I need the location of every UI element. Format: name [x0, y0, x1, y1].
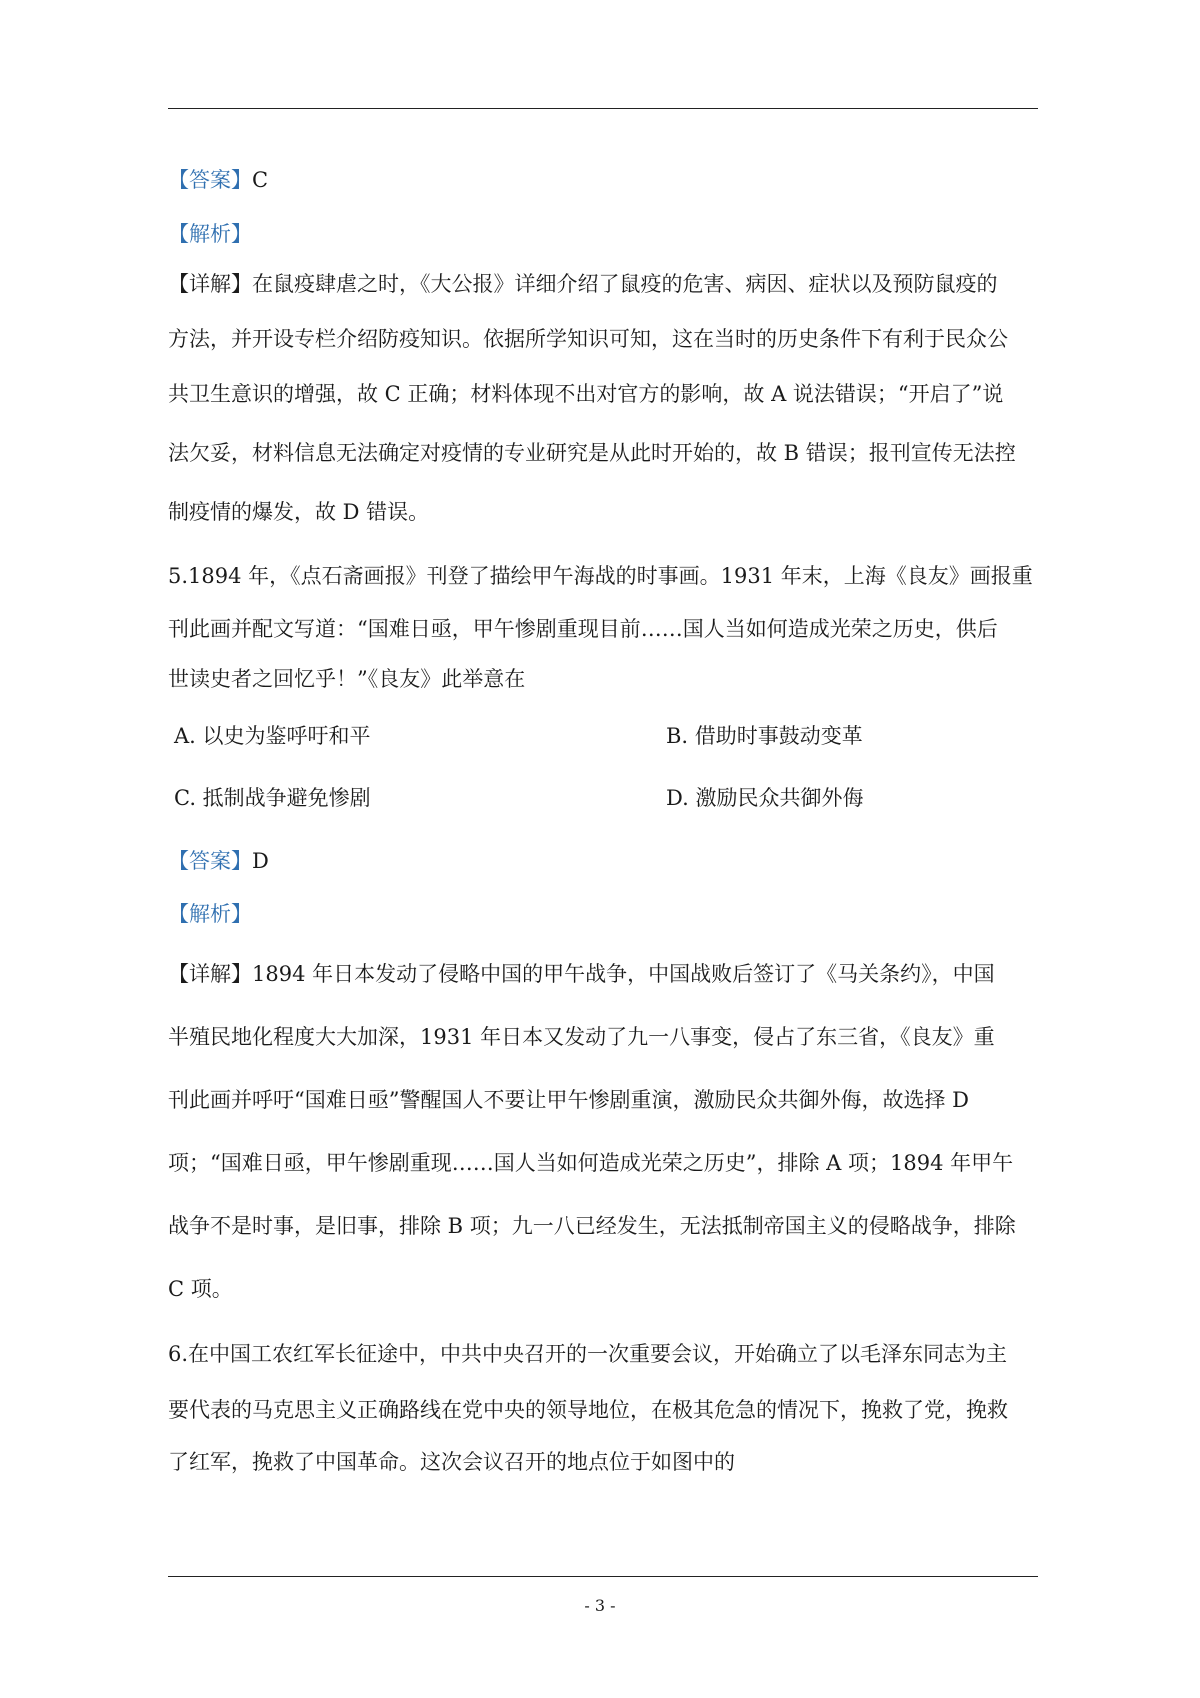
q4-detail-line: 制疫情的爆发，故 D 错误。: [168, 500, 430, 524]
footer-rule: [168, 1576, 1038, 1577]
q5-detail-line: C 项。: [168, 1277, 233, 1301]
answer-tag: 【答案】: [168, 168, 252, 192]
q5-detail-line: 战争不是时事，是旧事，排除 B 项；九一八已经发生，无法抵制帝国主义的侵略战争，排除: [168, 1214, 1016, 1238]
q5-detail-line: 项；“国难日亟，甲午惨剧重现……国人当如何造成光荣之历史”，排除 A 项；1894 年甲午: [168, 1151, 1014, 1175]
q4-detail-line: 方法，并开设专栏介绍防疫知识。依据所学知识可知，这在当时的历史条件下有利于民众公: [168, 327, 1008, 351]
q5-stem-line: 世读史者之回忆乎！”《良友》此举意在: [168, 667, 526, 691]
q4-detail-line: 【详解】在鼠疫肆虐之时，《大公报》详细介绍了鼠疫的危害、病因、症状以及预防鼠疫的: [168, 272, 998, 296]
q6-stem-line: 要代表的马克思主义正确路线在党中央的领导地位，在极其危急的情况下，挽救了党，挽救: [168, 1398, 1008, 1422]
q5-stem-line: 刊此画并配文写道：“国难日亟，甲午惨剧重现目前……国人当如何造成光荣之历史，供后: [168, 617, 998, 641]
q6-stem-line: 了红军，挽救了中国革命。这次会议召开的地点位于如图中的: [168, 1450, 735, 1474]
q5-option-a: A. 以史为鉴呼吁和平: [174, 724, 371, 748]
answer-value: D: [252, 849, 269, 873]
q4-detail-line: 法欠妥，材料信息无法确定对疫情的专业研究是从此时开始的，故 B 错误；报刊宣传无法控: [168, 441, 1016, 465]
q5-detail-line: 半殖民地化程度大大加深，1931 年日本又发动了九一八事变，侵占了东三省，《良友》重: [168, 1025, 995, 1049]
answer-tag: 【答案】: [168, 849, 252, 873]
page-number: - 3 -: [584, 1596, 616, 1615]
q4-answer-line: [168, 164, 1038, 194]
q5-analysis-tag: 【解析】: [168, 902, 252, 926]
q5-stem-line: 5.1894 年，《点石斋画报》刊登了描绘甲午海战的时事画。1931 年末，上海《良友》画报重: [168, 564, 1033, 588]
q5-detail-line: 刊此画并呼吁“国难日亟”警醒国人不要让甲午惨剧重演，激励民众共御外侮，故选择 D: [168, 1088, 969, 1112]
q5-answer-line: [168, 845, 1038, 875]
q6-stem-line: 6.在中国工农红军长征途中，中共中央召开的一次重要会议，开始确立了以毛泽东同志为主: [168, 1342, 1008, 1366]
q5-detail-line: 【详解】1894 年日本发动了侵略中国的甲午战争，中国战败后签订了《马关条约》，中国: [168, 962, 995, 986]
q5-option-d: D. 激励民众共御外侮: [666, 786, 864, 810]
answer-value: C: [252, 168, 269, 192]
q5-option-c: C. 抵制战争避免惨剧: [174, 786, 371, 810]
q4-detail-line: 共卫生意识的增强，故 C 正确；材料体现不出对官方的影响，故 A 说法错误；“开启了”说: [168, 382, 1004, 406]
q5-option-b: B. 借助时事鼓动变革: [666, 724, 863, 748]
header-rule: [168, 108, 1038, 109]
q4-analysis-tag: 【解析】: [168, 222, 252, 246]
